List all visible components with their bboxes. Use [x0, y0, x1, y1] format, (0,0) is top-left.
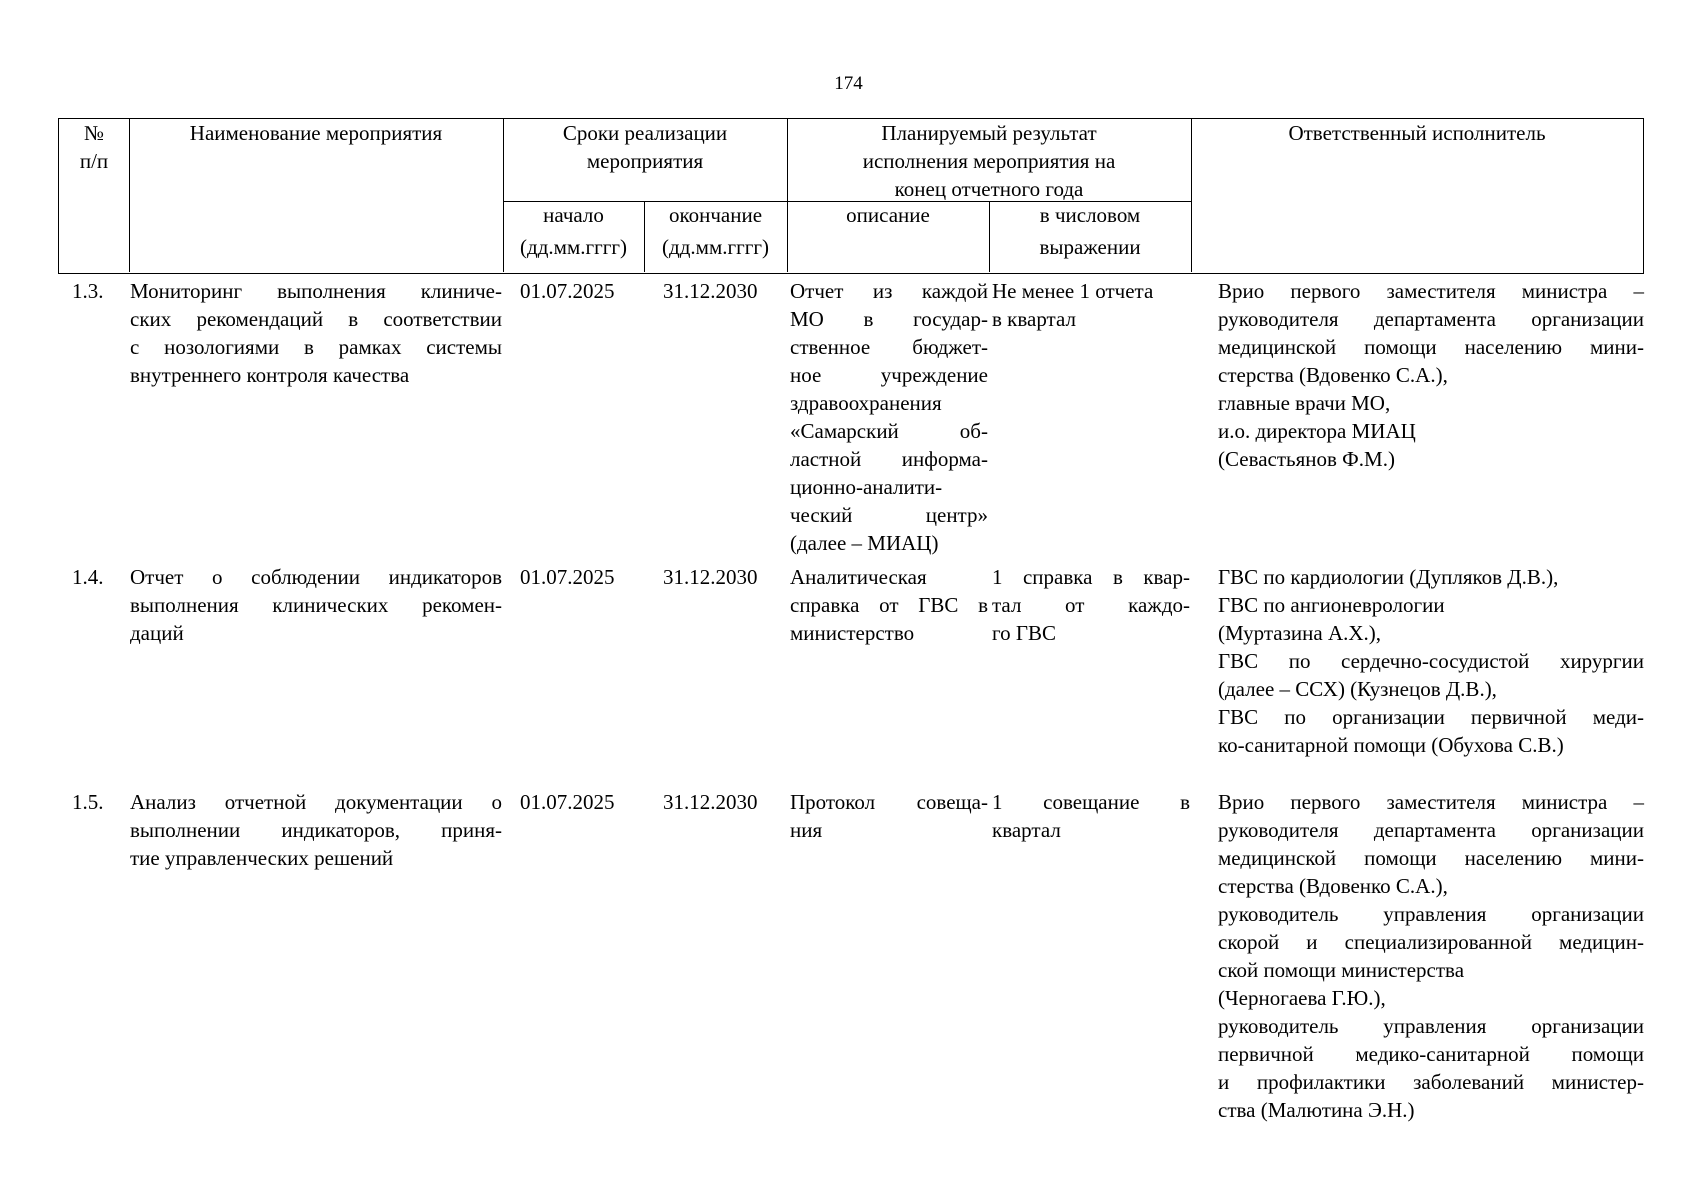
header-number: № п/п: [79, 121, 109, 173]
row-end-date: 31.12.2030: [663, 565, 758, 589]
row-number: 1.4.: [72, 565, 104, 589]
row-number: 1.5.: [72, 790, 104, 814]
row-responsible: Врио первого заместителя министра – руководителя департамента организации медицинской помощи населению мини- стерства (Вдовенко С.А.), руководитель управления организации скорой и специализированной медицин- ской помощи министерства (Черногаева Г.Ю.), руководитель управления организации первичной медико-санитарной помощи и профилактики заболеваний министер- ства (Малютина Э.Н.): [1218, 790, 1644, 1122]
row-end-date: 31.12.2030: [663, 790, 758, 814]
row-name: Анализ отчетной документации о выполнении индикаторов, приня- тие управленческих решений: [130, 790, 502, 870]
header-end: окончание (дд.мм.гггг): [662, 203, 769, 259]
row-start-date: 01.07.2025: [520, 565, 615, 589]
row-responsible: ГВС по кардиологии (Дупляков Д.В.), ГВС по ангионеврологии (Муртазина А.Х.), ГВС по сердечно-сосудистой хирургии (далее – ССХ) (Кузнецов Д.В.), ГВС по организации первичной меди- ко-санитарной помощи (Обухова С.В.): [1218, 565, 1644, 757]
row-numeric: 1 справка в квар- тал от каждо- го ГВС: [992, 565, 1190, 645]
row-name: Отчет о соблюдении индикаторов выполнения клинических рекомен- даций: [130, 565, 502, 645]
row-description: Отчет из каждой МО в государ- ственное бюджет- ное учреждение здравоохранения «Самарский об- ластной информа- ционно-аналити- ческий центр» (далее – МИАЦ): [790, 279, 988, 555]
row-numeric: Не менее 1 отчета в квартал: [992, 279, 1154, 331]
header-start: начало (дд.мм.гггг): [520, 203, 627, 259]
table-header: [58, 118, 1644, 274]
row-name: Мониторинг выполнения клиниче- ских рекомендаций в соответствии с нозологиями в рамках системы внутреннего контроля качества: [130, 279, 502, 387]
header-responsible: Ответственный исполнитель: [1288, 121, 1546, 145]
header-description: описание: [846, 203, 930, 227]
header-numeric: в числовом выражении: [1039, 203, 1141, 259]
header-result: Планируемый результат исполнения мероприятия на конец отчетного года: [862, 121, 1116, 201]
row-number: 1.3.: [72, 279, 104, 303]
page-number: 174: [834, 73, 863, 94]
row-start-date: 01.07.2025: [520, 279, 615, 303]
row-end-date: 31.12.2030: [663, 279, 758, 303]
header-dates: Сроки реализации мероприятия: [562, 121, 728, 173]
row-responsible: Врио первого заместителя министра – руководителя департамента организации медицинской помощи населению мини- стерства (Вдовенко С.А.), главные врачи МО, и.о. директора МИАЦ (Севастьянов Ф.М.): [1218, 279, 1644, 471]
header-name: Наименование мероприятия: [189, 121, 443, 145]
row-description: Протокол совеща- ния: [790, 790, 988, 842]
row-numeric: 1 совещание в квартал: [992, 790, 1190, 842]
row-description: Аналитическая справка от ГВС в министерство: [790, 565, 988, 645]
row-start-date: 01.07.2025: [520, 790, 615, 814]
